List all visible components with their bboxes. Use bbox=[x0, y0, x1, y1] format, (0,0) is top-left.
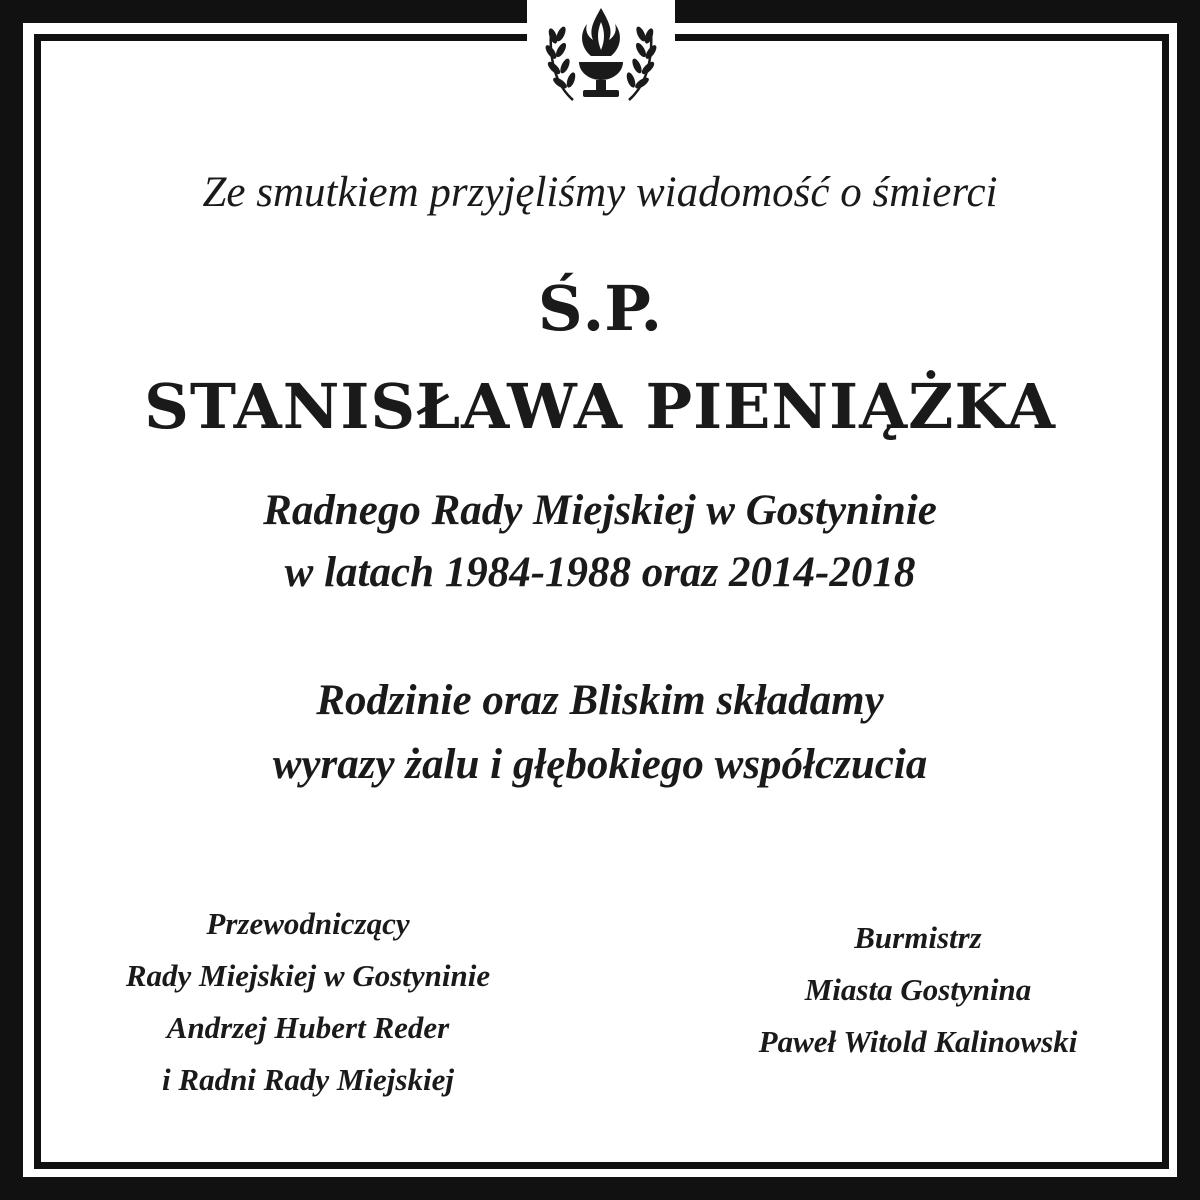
signature-line: i Radni Rady Miejskiej bbox=[162, 1062, 454, 1097]
honorific: Ś.P. bbox=[537, 272, 663, 345]
signature-line: Miasta Gostynina bbox=[804, 972, 1032, 1007]
role-line: Radnego Rady Miejskiej w Gostyninie bbox=[263, 487, 937, 534]
role-years-line: w latach 1984-1988 oraz 2014-2018 bbox=[284, 549, 916, 596]
deceased-name: STANISŁAWA PIENIĄŻKA bbox=[144, 370, 1056, 443]
signature-line: Paweł Witold Kalinowski bbox=[758, 1024, 1078, 1059]
signature-council-chair bbox=[58, 898, 558, 1106]
signature-line: Burmistrz bbox=[854, 920, 982, 955]
signature-line: Przewodniczący bbox=[206, 906, 410, 941]
condolence-line: Rodzinie oraz Bliskim składamy bbox=[316, 677, 884, 724]
signature-line: Andrzej Hubert Reder bbox=[166, 1010, 450, 1045]
intro-line: Ze smutkiem przyjęliśmy wiadomość o śmierci bbox=[202, 169, 998, 216]
condolence-line: wyrazy żalu i głębokiego współczucia bbox=[272, 741, 928, 788]
outer-border-bottom bbox=[0, 1177, 1200, 1200]
flame-urn-laurel-icon bbox=[527, 0, 675, 118]
signature-line: Rady Miejskiej w Gostyninie bbox=[125, 958, 491, 993]
signature-mayor bbox=[668, 912, 1168, 1068]
